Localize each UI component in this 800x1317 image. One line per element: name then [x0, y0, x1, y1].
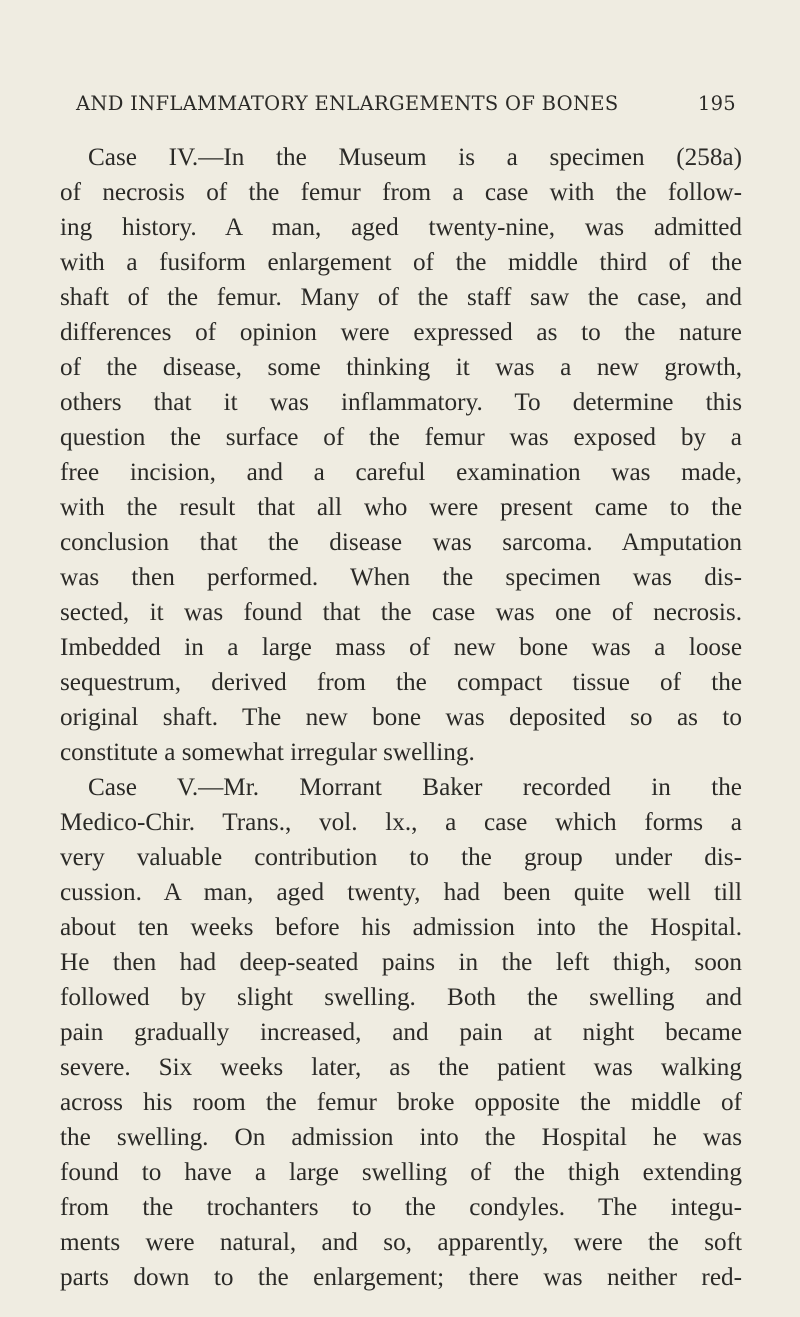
- text-line: of the disease, some thinking it was a new growth,: [60, 354, 742, 381]
- text-line-citation: Medico-Chir. Trans., vol. lx., a case which forms a: [60, 809, 742, 836]
- text-line: sected, it was found that the case was one of necrosis.: [60, 599, 742, 626]
- text-line: severe. Six weeks later, as the patient was walking: [60, 1054, 742, 1081]
- text-line: ing history. A man, aged twenty-nine, was admitted: [60, 214, 742, 241]
- text-line: across his room the femur broke opposite the middle of: [60, 1089, 742, 1116]
- text-line: about ten weeks before his admission into the Hospital.: [60, 914, 742, 941]
- text-line: shaft of the femur. Many of the staff saw the case, and: [60, 284, 742, 311]
- text-line: free incision, and a careful examination was made,: [60, 459, 742, 486]
- text-line: parts down to the enlargement; there was neither red-: [60, 1264, 742, 1291]
- text-line: pain gradually increased, and pain at night became: [60, 1019, 742, 1046]
- text-line: Imbedded in a large mass of new bone was a loose: [60, 634, 742, 661]
- text-line: constitute a somewhat irregular swelling.: [60, 739, 475, 766]
- text-line: others that it was inflammatory. To determine this: [60, 389, 742, 416]
- running-head-title: AND INFLAMMATORY ENLARGEMENTS OF BONES: [76, 92, 619, 115]
- text-line: with the result that all who were present came to the: [60, 494, 742, 521]
- text-line: original shaft. The new bone was deposited so as to: [60, 704, 742, 731]
- page-number: 195: [697, 92, 736, 115]
- text-line: of necrosis of the femur from a case with the follow-: [60, 179, 742, 206]
- text-line: followed by slight swelling. Both the swelling and: [60, 984, 742, 1011]
- text-line: the swelling. On admission into the Hospital he was: [60, 1124, 742, 1151]
- text-line: sequestrum, derived from the compact tissue of the: [60, 669, 742, 696]
- text-line: conclusion that the disease was sarcoma. Amputation: [60, 529, 742, 556]
- text-line: differences of opinion were expressed as to the nature: [60, 319, 742, 346]
- text-line: question the surface of the femur was exposed by a: [60, 424, 742, 451]
- text-line-case-iv-heading: Case IV.—In the Museum is a specimen (258a): [88, 144, 742, 171]
- text-line: found to have a large swelling of the thigh extending: [60, 1159, 742, 1186]
- running-head: [76, 92, 736, 115]
- text-line: He then had deep-seated pains in the left thigh, soon: [60, 949, 742, 976]
- text-line: cussion. A man, aged twenty, had been quite well till: [60, 879, 742, 906]
- text-line-case-v-heading: Case V.—Mr. Morrant Baker recorded in the: [88, 774, 742, 801]
- text-line: with a fusiform enlargement of the middle third of the: [60, 249, 742, 276]
- text-line: very valuable contribution to the group under dis-: [60, 844, 742, 871]
- text-line: from the trochanters to the condyles. The integu-: [60, 1194, 742, 1221]
- text-line: was then performed. When the specimen was dis-: [60, 564, 742, 591]
- text-line: ments were natural, and so, apparently, were the soft: [60, 1229, 742, 1256]
